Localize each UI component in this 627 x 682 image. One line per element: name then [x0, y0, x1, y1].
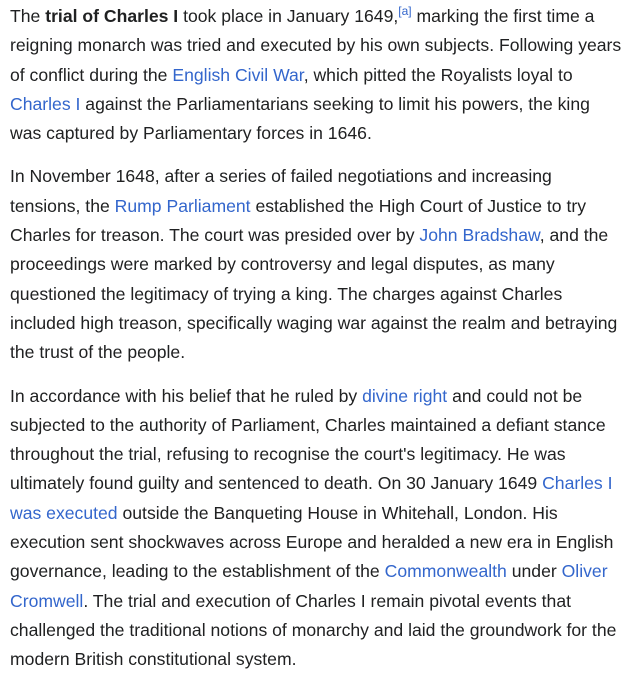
link-rump-parliament[interactable]: Rump Parliament	[114, 195, 251, 216]
text-run: and could not be subjected to the authority of Parliament, Charles maintained a defiant stance throughout the trial, refusing to recognise the court's legitimacy. He was ultimately found guilty and sentenced to death. On 30 January 1649	[10, 385, 606, 494]
article-subject-bold: trial of Charles I	[45, 6, 179, 26]
link-charles-i-was-executed[interactable]: Charles I was executed	[10, 473, 613, 523]
footnote-ref[interactable]	[398, 4, 411, 18]
link-john-bradshaw[interactable]: John Bradshaw	[419, 225, 540, 246]
link-oliver-cromwell[interactable]: Oliver Cromwell	[10, 561, 608, 611]
link-charles-i[interactable]: Charles I	[10, 93, 81, 114]
text-run: took place in January 1649,	[178, 6, 399, 26]
text-run: , which pitted the Royalists loyal to	[303, 64, 573, 85]
text-run: In accordance with his belief that he ruled by	[10, 385, 363, 406]
link-divine-right[interactable]: divine right	[362, 385, 448, 406]
paragraph-court	[10, 162, 625, 367]
text-run: , and the proceedings were marked by controversy and legal disputes, as many questioned the legitimacy of trying a king. The charges against Charles included high treason, specifically waging war against the realm and betraying the trust of the people.	[10, 225, 618, 363]
text-run: . The trial and execution of Charles I remain pivotal events that challenged the traditional notions of monarchy and laid the groundwork for the modern British constitutional system.	[10, 590, 617, 670]
text-run: The	[10, 6, 46, 26]
paragraph-intro	[10, 2, 625, 148]
paragraph-execution	[10, 382, 625, 675]
link-commonwealth[interactable]: Commonwealth	[384, 561, 507, 582]
text-run: established the High Court of Justice to try Charles for treason. The court was presided over by	[10, 195, 587, 246]
text-run: marking the first time a reigning monarch was tried and executed by his own subjects. Following years of conflict during the	[10, 6, 622, 85]
text-run: In November 1648, after a series of failed negotiations and increasing tensions, the	[10, 166, 552, 216]
footnote-ref-link[interactable]: [a]	[398, 4, 412, 18]
text-run: against the Parliamentarians seeking to limit his powers, the king was captured by Parliamentary forces in 1646.	[10, 93, 590, 144]
link-english-civil-war[interactable]: English Civil War	[172, 64, 304, 85]
text-run: outside the Banqueting House in Whitehall, London. His execution sent shockwaves across Europe and heralded a new era in English governance, leading to the establishment of the	[10, 502, 614, 582]
text-run: under	[506, 561, 562, 582]
